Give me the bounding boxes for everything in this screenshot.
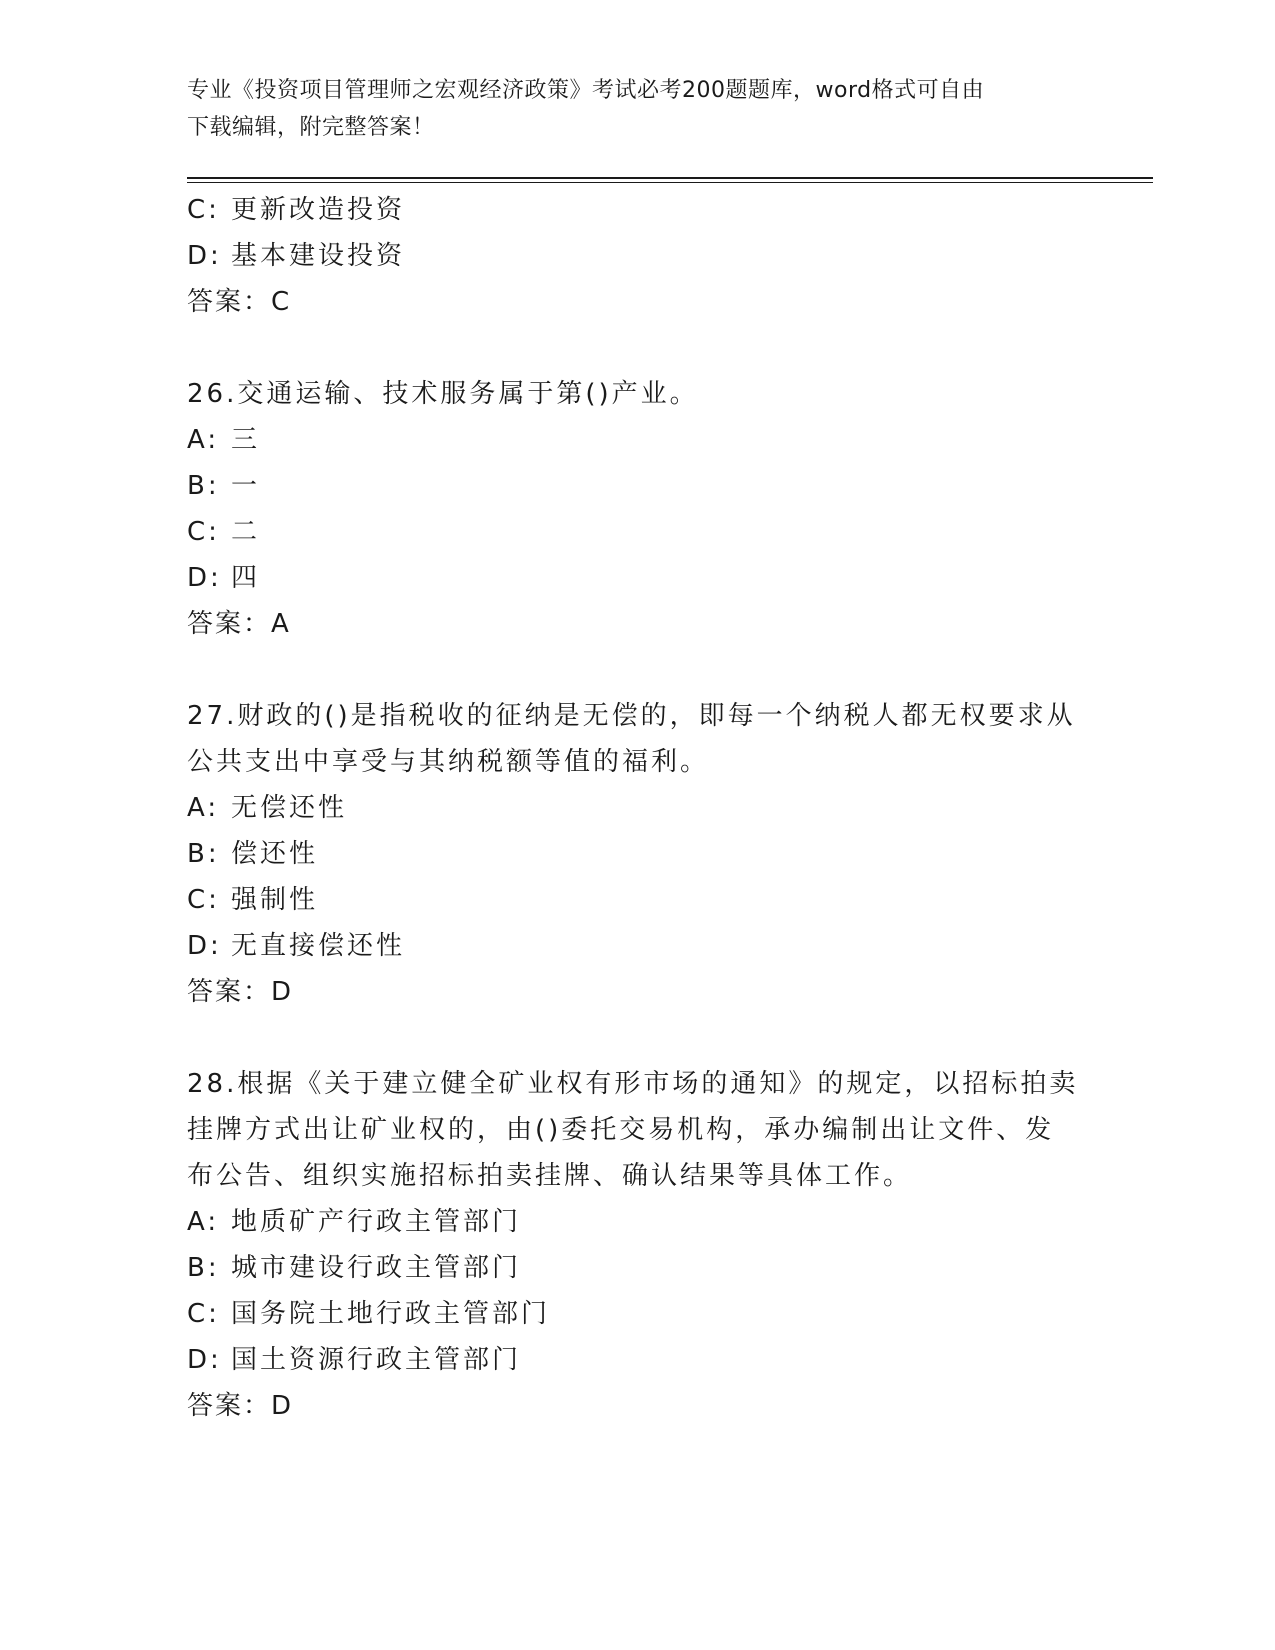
option-row xyxy=(187,463,1087,509)
option-row xyxy=(187,555,1087,601)
option-row xyxy=(187,877,1087,923)
question-block-27 xyxy=(187,693,1087,1015)
option-row xyxy=(187,1291,1087,1337)
header-divider-thin xyxy=(187,182,1153,183)
option-text: 基本建设投资 xyxy=(231,241,406,271)
option-key: C: xyxy=(187,885,220,915)
option-text: 二 xyxy=(231,517,261,547)
answer-line: 答案：D xyxy=(187,1391,294,1421)
option-key: D: xyxy=(187,241,222,271)
option-row xyxy=(187,233,1087,279)
option-key: C: xyxy=(187,517,220,547)
option-text: 城市建设行政主管部门 xyxy=(231,1253,522,1283)
option-row xyxy=(187,1337,1087,1383)
question-block-26 xyxy=(187,371,1087,647)
document-header xyxy=(187,72,1087,146)
option-row xyxy=(187,831,1087,877)
spacer xyxy=(187,325,1087,371)
option-text: 三 xyxy=(231,425,261,455)
question-stem-line: 布公告、组织实施招标拍卖挂牌、确认结果等具体工作。 xyxy=(187,1161,913,1191)
question-stem-line: 27.财政的()是指税收的征纳是无偿的，即每一个纳税人都无权要求从 xyxy=(187,701,1076,731)
option-key: C: xyxy=(187,1299,220,1329)
option-row xyxy=(187,1199,1087,1245)
option-text: 无直接偿还性 xyxy=(231,931,406,961)
question-stem-line: 28.根据《关于建立健全矿业权有形市场的通知》的规定，以招标拍卖 xyxy=(187,1069,1079,1099)
option-text: 国土资源行政主管部门 xyxy=(231,1345,522,1375)
option-key: D: xyxy=(187,563,222,593)
option-text: 偿还性 xyxy=(231,839,319,869)
option-key: C: xyxy=(187,195,220,225)
option-key: D: xyxy=(187,931,222,961)
option-key: D: xyxy=(187,1345,222,1375)
option-row xyxy=(187,417,1087,463)
option-row xyxy=(187,1245,1087,1291)
spacer xyxy=(187,647,1087,693)
spacer xyxy=(187,1015,1087,1061)
option-text: 无偿还性 xyxy=(231,793,348,823)
option-text: 强制性 xyxy=(231,885,319,915)
question-content xyxy=(187,187,1087,1429)
option-key: B: xyxy=(187,839,220,869)
header-line-1: 专业《投资项目管理师之宏观经济政策》考试必考200题题库，word格式可自由 xyxy=(187,78,985,103)
header-divider-thick xyxy=(187,177,1153,179)
option-key: A: xyxy=(187,425,220,455)
option-key: B: xyxy=(187,1253,220,1283)
option-text: 更新改造投资 xyxy=(231,195,406,225)
option-text: 国务院土地行政主管部门 xyxy=(231,1299,551,1329)
option-row xyxy=(187,187,1087,233)
answer-line: 答案：D xyxy=(187,977,294,1007)
question-block-prev xyxy=(187,187,1087,325)
option-row xyxy=(187,923,1087,969)
option-row xyxy=(187,785,1087,831)
option-row xyxy=(187,509,1087,555)
option-key: A: xyxy=(187,1207,220,1237)
header-line-2: 下载编辑，附完整答案！ xyxy=(187,115,435,140)
answer-line: 答案：C xyxy=(187,287,292,317)
option-text: 四 xyxy=(231,563,261,593)
question-stem: 26.交通运输、技术服务属于第()产业。 xyxy=(187,379,699,409)
answer-line: 答案：A xyxy=(187,609,291,639)
option-key: A: xyxy=(187,793,220,823)
option-text: 一 xyxy=(231,471,261,501)
question-block-28 xyxy=(187,1061,1087,1429)
option-key: B: xyxy=(187,471,220,501)
question-stem-line: 挂牌方式出让矿业权的，由()委托交易机构，承办编制出让文件、发 xyxy=(187,1115,1055,1145)
question-stem-line: 公共支出中享受与其纳税额等值的福利。 xyxy=(187,747,710,777)
option-text: 地质矿产行政主管部门 xyxy=(231,1207,522,1237)
